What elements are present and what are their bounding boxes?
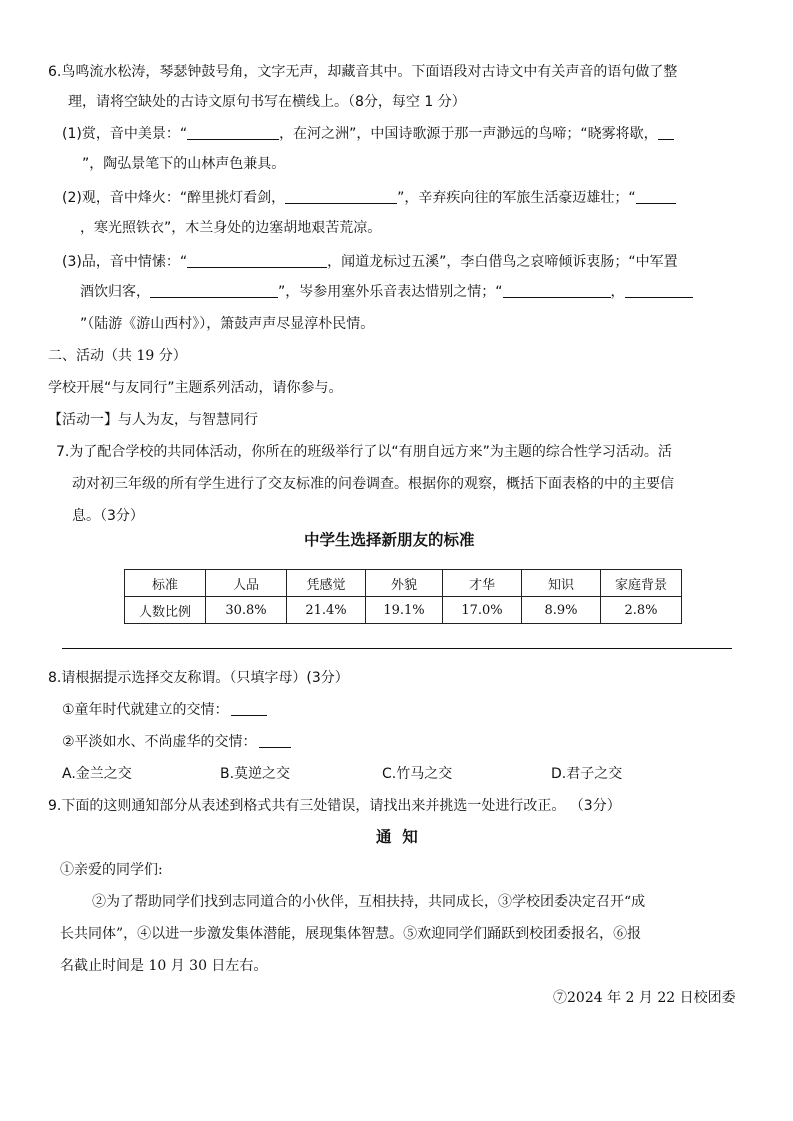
q6-p1-text-b: ，在河之洲”，中国诗歌源于那一声渺远的鸟啼；“晓雾将歇， [279,126,658,142]
answer-blank[interactable] [285,189,397,204]
activity-heading: 【活动一】与人为友，与智慧同行 [48,412,258,428]
survey-table [124,569,682,624]
table-title: 中学生选择新朋友的标准 [304,531,475,549]
q7-line1: 7.为了配合学校的共同体活动，你所在的班级举行了以“有朋自远方来”为主题的综合性学习活动。活 [56,444,672,460]
q6-part1 [62,124,674,144]
table-header-cell: 知识 [522,570,601,597]
table-header-cell: 家庭背景 [601,570,682,597]
q6-part3 [62,252,678,272]
answer-blank[interactable] [150,283,278,298]
table-cell: 2.8% [601,597,682,624]
answer-blank[interactable] [231,701,267,716]
q8-item2 [62,732,291,752]
q8-option-d: D.君子之交 [551,766,623,782]
table-header-cell: 外貌 [366,570,443,597]
q6-p3-text-d: ”，岑参用塞外乐音表达惜别之情；“ [278,284,503,300]
table-header-cell: 标准 [125,570,206,597]
table-header-cell: 人品 [206,570,287,597]
q8-item1 [62,700,267,720]
answer-blank[interactable] [625,283,693,298]
answer-line[interactable] [62,648,732,649]
answer-blank[interactable] [658,125,674,140]
q6-p3-text-c: 酒饮归客， [80,284,150,300]
answer-blank[interactable] [259,733,291,748]
table-cell: 17.0% [443,597,522,624]
answer-blank[interactable] [187,253,327,268]
q8-line1: 8.请根据提示选择交友称谓。（只填字母）(3分） [48,670,349,686]
section-heading: 二、活动（共 19 分） [48,348,187,364]
q6-p1-text-a: (1)赏，音中美景：“ [62,126,188,142]
notice-title: 通 知 [376,828,418,846]
notice-body-line2: 长共同体”，④以进一步激发集体潜能，展现集体智慧。⑤欢迎同学们踊跃到校团委报名，⑥报 [60,926,642,942]
notice-signature: ⑦2024 年 2 月 22 日校团委 [553,990,736,1006]
q6-part2 [62,188,676,208]
q6-p3-text-e: ， [610,284,625,300]
notice-greeting: ①亲爱的同学们: [60,862,163,878]
table-cell: 21.4% [287,597,366,624]
q6-part2-cont: ，寒光照铁衣”，木兰身处的边塞胡地艰苦荒凉。 [80,220,382,236]
table-header-row [125,570,682,597]
q8-option-c: C.竹马之交 [382,766,453,782]
q6-part3-line2 [80,282,693,302]
notice-body-line3: 名截止时间是 10 月 30 日左右。 [60,958,268,974]
q6-part3-cont: ”（陆游《游山西村》），箫鼓声声尽显淳朴民情。 [80,316,375,332]
table-cell: 人数比例 [125,597,206,624]
q6-p2-text-a: (2)观，音中烽火：“醉里挑灯看剑， [62,190,286,206]
answer-blank[interactable] [503,283,611,298]
table-cell: 19.1% [366,597,443,624]
q6-p3-text-a: (3)品，音中情愫：“ [62,254,188,270]
answer-blank[interactable] [636,189,676,204]
q6-p2-text-b: ”，辛弃疾向往的军旅生活豪迈雄壮；“ [397,190,636,206]
section-intro: 学校开展“与友同行”主题系列活动，请你参与。 [48,380,343,396]
table-header-cell: 凭感觉 [287,570,366,597]
table-row [125,597,682,624]
q9-line1: 9.下面的这则通知部分从表述到格式共有三处错误，请找出来并挑选一处进行改正。 （3分） [48,798,621,814]
q6-p3-text-b: ，闻道龙标过五溪”，李白借鸟之哀啼倾诉衷肠；“中军置 [327,254,678,270]
q7-line2: 动对初三年级的所有学生进行了交友标准的问卷调查。根据你的观察，概括下面表格的中的主要信 [72,476,674,492]
q6-line2: 理，请将空缺处的古诗文原句书写在横线上。（8分，每空 1 分） [68,94,466,110]
q8-item2-text: ②平淡如水、不尚虚华的交情： [62,734,257,750]
q8-item1-text: ①童年时代就建立的交情： [62,702,229,718]
q6-line1: 6.鸟鸣流水松涛，琴瑟钟鼓号角，文字无声，却藏音其中。下面语段对古诗文中有关声音的语句做了整 [48,64,678,80]
q7-line3: 息。（3分） [72,508,144,524]
q8-option-b: B.莫逆之交 [220,766,291,782]
table-header-cell: 才华 [443,570,522,597]
table-cell: 8.9% [522,597,601,624]
table-cell: 30.8% [206,597,287,624]
q6-part1-cont: ”，陶弘景笔下的山林声色兼具。 [82,156,286,172]
answer-blank[interactable] [187,125,279,140]
q8-option-a: A.金兰之交 [62,766,132,782]
notice-body-line1: ②为了帮助同学们找到志同道合的小伙伴，互相扶持，共同成长，③学校团委决定召开“成 [92,894,646,910]
